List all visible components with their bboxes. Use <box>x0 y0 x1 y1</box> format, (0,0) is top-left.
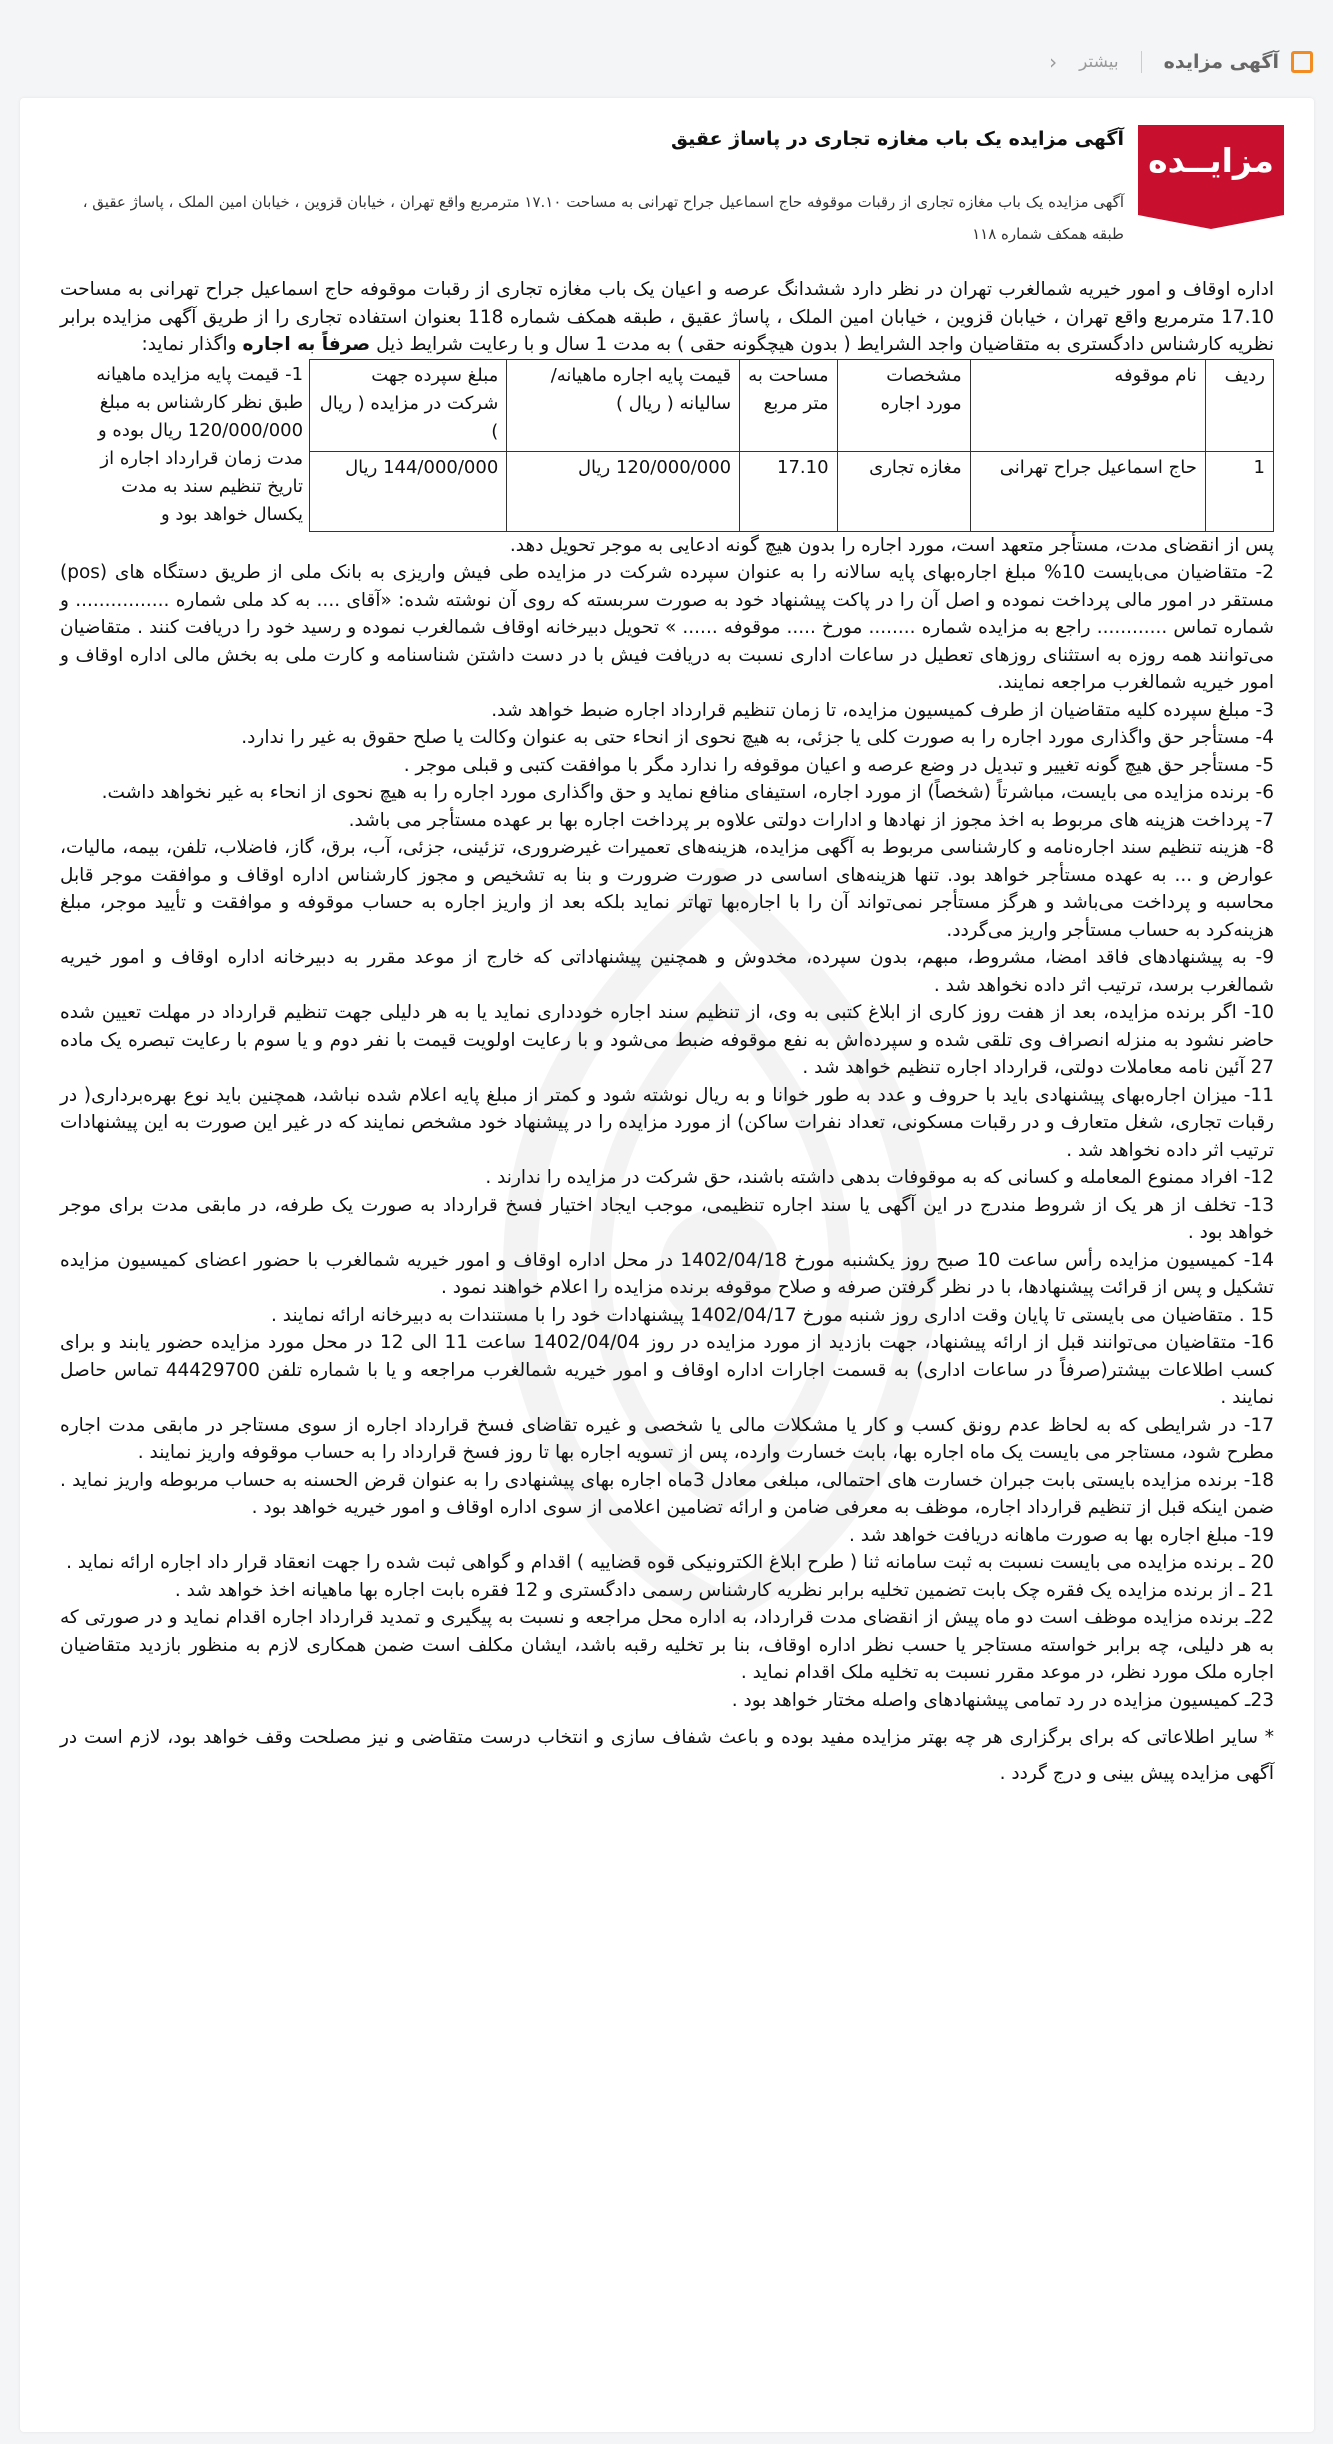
condition-item: 6- برنده مزایده می بایست، مباشرتاً (شخصاً) از مورد اجاره، استیفای منافع نماید و حق واگذاری مورد اجاره را به هیچ نحوی از انحاء به غیر نخواهد داشت. <box>101 782 1274 803</box>
lease-table <box>60 359 1274 532</box>
table-cell: 1 <box>1205 451 1273 531</box>
condition-item: 19- مبلغ اجاره بها به صورت ماهانه دریافت خواهد شد . <box>849 1524 1274 1546</box>
condition-item: 16- متقاضیان می‌توانند قبل از ارائه پیشنهاد، جهت بازدید از مورد مزایده در روز 1402/04/04 ساعت 11 الی 12 در محل مورد مزایده حضور یابند و برای کسب اطلاعات بیشتر(صرفاً در ساعات اداری) به قسمت اجارات اداره اوقاف و امور خیریه شمالغرب مراجعه و یا با شماره تلفن 44429700 تماس حاصل نمایند . <box>60 1332 1274 1408</box>
table-cell: حاج اسماعیل جراح تهرانی <box>970 451 1205 531</box>
condition-item: 17- در شرایطی که به لحاظ عدم رونق کسب و کار یا مشکلات مالی یا شخصی و غیره تقاضای فسخ قرارداد اجاره از سوی مستاجر در مابقی مدت اجاره مطرح شود، مستاجر می بایست یک ماه اجاره بها، بابت خسارت وارده، پس از تسویه اجاره بها تا روز فسخ قرارداد را به حساب موقوفه واریز نمایند . <box>60 1414 1274 1463</box>
table-cell: 144/000/000 ریال <box>310 451 507 531</box>
condition-item: 15 . متقاضیان می بایستی تا پایان وقت اداری روز شنبه مورخ 1402/04/17 پیشنهادات خود را با مستندات به دبیرخانه ارائه نمایند . <box>271 1304 1274 1326</box>
condition-item: 20 ـ برنده مزایده می بایست نسبت به ثبت سامانه ثنا ( طرح ابلاغ الکترونیکی قوه قضاییه ) اقدام و گواهی ثبت شده را جهت انعقاد قرار داد اجاره ارائه نماید . <box>66 1552 1274 1573</box>
condition-item: 9- به پیشنهادهای فاقد امضا، مشروط، مبهم، بدون سپرده، مخدوش و همچنین پیشنهاداتی که خارج از موعد مقرر به دبیرخانه اداره اوقاف و امور خیریه شمالغرب برسد، ترتیب اثر داده نخواهد شد . <box>60 947 1274 996</box>
category-square-icon <box>1291 51 1313 73</box>
intro-end: واگذار نماید: <box>141 334 237 355</box>
condition-item: 7- پرداخت هزینه های مربوط به اخذ مجوز از نهادها و ادارات دولتی علاوه بر پرداخت اجاره بها بر عهده مستأجر می باشد. <box>348 809 1274 831</box>
table-header-cell: مشخصات مورد اجاره <box>837 359 970 451</box>
table-cell: 17.10 <box>740 451 837 531</box>
table-header-cell: ردیف <box>1205 359 1273 451</box>
condition-item: 18- برنده مزایده بایستی بابت جبران خسارت های احتمالی، مبلغی معادل 3ماه اجاره بهای پیشنهادی را به عنوان قرض الحسنه به حساب مربوطه واریز نماید . ضمن اینکه قبل از تنظیم قرارداد اجاره، موظف به معرفی ضامن و ارائه تضامین اعلامی از سوی اداره اوقاف و امور خیریه خواهد بود . <box>60 1469 1274 1518</box>
condition-item: 23ـ کمیسیون مزایده در رد تمامی پیشنهادهای واصله مختار خواهد بود . <box>731 1689 1274 1711</box>
ad-content <box>60 276 1274 1792</box>
condition-item: 11- میزان اجاره‌بهای پیشنهادی باید با حروف و عدد به طور خوانا و به ریال نوشته شود و کمتر از مبلغ پایه اعلام شده نباشد، همچنین باید نوع بهره‌برداری( در رقبات تجاری، شغل متعارف و در رقبات مسکونی، تعداد نفرات ساکن) از مورد مزایده را در پیشنهاد خود مشخص نمایند که در غیر این صورت به این پیشنهادات ترتیب اثر داده نخواهد شد . <box>60 1084 1274 1161</box>
condition-item: 5- مستأجر حق هیچ گونه تغییر و تبدیل در وضع عرصه و اعیان موقوفه را ندارد مگر با موافقت کتبی و قبلی موجر . <box>403 754 1274 776</box>
badge-label: مزایــده <box>1148 141 1274 180</box>
intro-paragraph <box>60 276 1274 359</box>
breadcrumb-divider <box>1141 51 1142 73</box>
condition-item: 4- مستأجر حق واگذاری مورد اجاره را به صورت کلی یا جزئی، به هیچ نحوی از انحاء حتی به عنوان وکالت یا صلح حقوق به غیر را ندارد. <box>241 727 1274 748</box>
auction-badge <box>1138 125 1284 229</box>
breadcrumb-more-link[interactable]: بیشتر <box>1079 52 1119 72</box>
breadcrumb-title[interactable]: آگهی مزایده <box>1163 51 1279 73</box>
condition-item: 3- مبلغ سپرده کلیه متقاضیان از طرف کمیسیون مزایده، تا زمان تنظیم قرارداد اجاره ضبط خواهد شد. <box>491 699 1274 721</box>
table-header-cell: قیمت پایه اجاره ماهیانه/سالیانه ( ریال ) <box>507 359 740 451</box>
condition-item: 10- اگر برنده مزایده، بعد از هفت روز کاری از ابلاغ کتبی به وی، از تنظیم سند اجاره خودداری نماید یا به هر دلیلی جهت تنظیم قرارداد در مهلت تعیین شده حاضر نشود به منزله انصراف وی تلقی شده و سپرده‌اش به نفع موقوفه ضبط می‌شود و با رعایت اولویت قیمت با نفر دوم و یا سوم با رعایت تبصره یک ماده 27 آئین نامه معاملات دولتی، قرارداد اجاره تنظیم خواهد شد . <box>60 1002 1274 1078</box>
condition-item: 13- تخلف از هر یک از شروط مندرج در این آگهی یا سند اجاره تنظیمی، موجب ایجاد اختیار فسخ قرارداد به صورت یک طرفه، در مابقی مدت برای موجر خواهد بود . <box>60 1194 1274 1243</box>
table-cell: 120/000/000 ریال <box>507 451 740 531</box>
condition-item: 12- افراد ممنوع المعامله و کسانی که به موقوفات بدهی داشته باشند، حق شرکت در مزایده را ندارند . <box>485 1167 1274 1188</box>
ad-summary: آگهی مزایده یک باب مغازه تجاری از رقبات موقوفه حاج اسماعیل جراح تهرانی به مساحت ۱۷.۱۰ مترمربع واقع تهران ، خیابان قزوین ، خیابان امین الملک ، پاساژ عقیق ، طبقه همکف شماره ۱۱۸ <box>82 193 1124 243</box>
condition-item: 21 ـ از برنده مزایده یک فقره چک بابت تضمین تخلیه برابر نظریه کارشناس رسمی دادگستری و 12 فقره بابت اجاره بها ماهیانه اخذ خواهد شد . <box>174 1579 1274 1601</box>
ad-title: آگهی مزایده یک باب مغازه تجاری در پاساژ عقیق <box>671 128 1124 150</box>
ad-card <box>20 98 1314 2432</box>
table-header-cell: مبلغ سپرده جهت شرکت در مزایده ( ریال ) <box>310 359 507 451</box>
intro-bold: صرفاً به اجاره <box>242 334 371 355</box>
chevron-left-icon[interactable]: ‹ <box>1049 50 1058 74</box>
table-header-cell: مساحت به متر مربع <box>740 359 837 451</box>
condition-item: 22ـ برنده مزایده موظف است دو ماه پیش از انقضای مدت قرارداد، به اداره محل مراجعه و نسبت به پیگیری و تمدید قرارداد اجاره اقدام نماید و در صورتی که به هر دلیلی، چه برابر خواسته مستاجر یا حسب نظر اداره اوقاف، بنا بر تخلیه رقبه باشد، ایشان مکلف است ضمن همکاری لازم به منظور بازدید متقاضیان اجاره ملک مورد نظر، در موعد مقرر نسبت به تخلیه ملک اقدام نماید . <box>60 1607 1274 1683</box>
top-bar <box>0 0 1333 98</box>
condition-item: 14- کمیسیون مزایده رأس ساعت 10 صبح روز یکشنبه مورخ 1402/04/18 در محل اداره اوقاف و امور خیریه شمالغرب با حضور اعضای کمیسیون مزایده تشکیل و پس از قرائت پیشنهادها، با در نظر گرفتن صرفه و صلاح موقوفه برنده مزایده را اعلام خواهند نمود . <box>60 1249 1274 1298</box>
condition-item: 2- متقاضیان می‌بایست 10% مبلغ اجاره‌بهای پایه سالانه را به عنوان سپرده شرکت در مزایده طی فیش واریزی به بانک ملی از طریق دستگاه های (pos) مستقر در امور مالی پرداخت نموده و اصل آن را در پاکت پیشنهاد خود به صورت سربسته که روی آن نوشته شده: «آقای .... به کد ملی شماره ................ و شماره تماس ............ راجع به مزایده شماره ........ مورخ ..... موقوفه ...... » تحویل دبیرخانه اوقاف شمالغرب نموده و رسید خود را دریافت کنند . متقاضیان می‌توانند همه روزه به استثنای روزهای تعطیل در ساعات اداری نسبت به دریافت فیش با در دست داشتن شناسنامه و کارت ملی به بخش مالی اداره اوقاف و امور خیریه شمالغرب مراجعه نمایند. <box>60 562 1274 693</box>
table-side-note: 1- قیمت پایه مزایده ماهیانه طبق نظر کارشناس به مبلغ 120/000/000 ریال بوده و مدت زمان قرارداد اجاره از تاریخ تنظیم سند به مدت یکسال خواهد بود و <box>96 364 304 525</box>
table-cell: مغازه تجاری <box>837 451 970 531</box>
table-header-row <box>60 359 1274 451</box>
intro-text: اداره اوقاف و امور خیریه شمالغرب تهران در نظر دارد ششدانگ عرصه و اعیان یک باب مغازه تجاری از رقبات موقوفه حاج اسماعیل جراح تهرانی به مساحت 17.10 مترمربع واقع تهران ، خیابان قزوین ، خیابان امین الملک ، پاساژ عقیق ، طبقه همکف شماره 118 بعنوان استفاده تجاری را از طریق آگهی مزایده برابر نظریه کارشناس دادگستری به متقاضیان واجد الشرایط ( بدون هیچگونه حقی ) به مدت 1 سال و با رعایت شرایط ذیل <box>60 279 1274 355</box>
table-header-cell: نام موقوفه <box>970 359 1205 451</box>
footer-note: * سایر اطلاعاتی که برای برگزاری هر چه بهتر مزایده مفید بوده و باعث شفاف سازی و انتخاب درست متقاضی و نیز مصلحت وقف خواهد بود، لازم است در آگهی مزایده پیش بینی و درج گردد . <box>60 1727 1274 1784</box>
condition-item: 8- هزینه تنظیم سند اجاره‌نامه و کارشناسی مربوط به آگهی مزایده، هزینه‌های تعمیرات غیرضروری، تزئینی، جزئی، آب، برق، گاز، فاضلاب، تلفن، بیمه، مالیات، عوارض و ... به عهده مستأجر خواهد بود. تنها هزینه‌های اساسی در صورت ضرورت و بنا به تشخیص و مجوز کارشناس اداره اوقاف و موافقت موجر قابل محاسبه و پرداخت می‌باشد و هرگز مستأجر نمی‌تواند آن را با اجاره‌بها تهاتر نماید بلکه بعد از واریز اجاره به حساب موقوفه و موافقت و تأیید موجر، مبلغ هزینه‌کرد به حساب مستأجر واریز می‌گردد. <box>60 837 1274 941</box>
breadcrumb <box>1049 50 1313 74</box>
condition-item: پس از انقضای مدت، مستأجر متعهد است، مورد اجاره را بدون هیچ گونه ادعایی به موجر تحویل دهد. <box>509 534 1274 556</box>
